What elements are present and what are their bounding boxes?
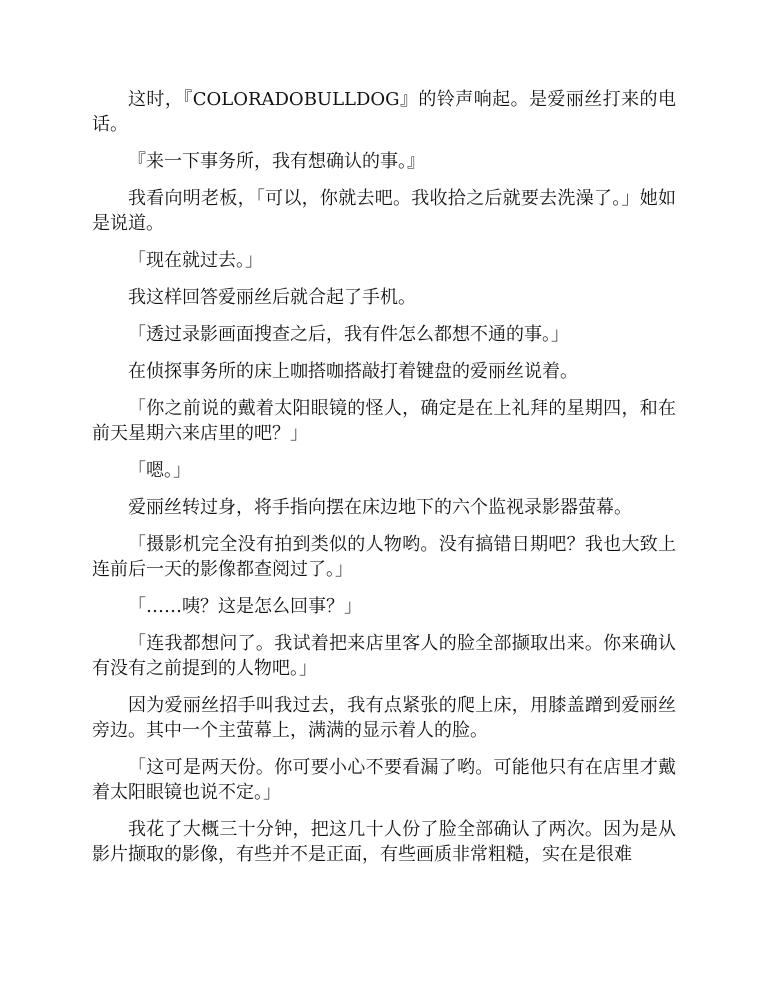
- paragraph: 我看向明老板，「可以，你就去吧。我收拾之后就要去洗澡了。」她如是说道。: [92, 188, 676, 234]
- paragraph: 我这样回答爱丽丝后就合起了手机。: [128, 287, 416, 308]
- paragraph: 爱丽丝转过身，将手指向摆在床边地下的六个监视录影器萤幕。: [128, 497, 632, 518]
- paragraph: 「现在就过去。」: [128, 250, 263, 271]
- paragraph: 我花了大概三十分钟，把这几十人份了脸全部确认了两次。因为是从影片撷取的影像，有些并不是正面，有些画质非常粗糙，实在是很难: [92, 819, 676, 865]
- paragraph: 这时，『COLORADOBULLDOG』的铃声响起。是爱丽丝打来的电话。: [92, 89, 676, 135]
- paragraph: 「……咦？这是怎么回事？」: [128, 596, 362, 617]
- paragraph: 「摄影机完全没有拍到类似的人物哟。没有搞错日期吧？我也大致上连前后一天的影像都查阅过了。」: [92, 534, 676, 580]
- paragraph: 「你之前说的戴着太阳眼镜的怪人，确定是在上礼拜的星期四，和在前天星期六来店里的吧？」: [92, 398, 676, 444]
- paragraph: 「透过录影画面搜查之后，我有件怎么都想不通的事。」: [128, 324, 569, 345]
- paragraph: 「嗯。」: [128, 460, 191, 481]
- paragraph: 因为爱丽丝招手叫我过去，我有点紧张的爬上床，用膝盖蹭到爱丽丝旁边。其中一个主萤幕上，满满的显示着人的脸。: [92, 695, 676, 741]
- paragraph: 「这可是两天份。你可要小心不要看漏了哟。可能他只有在店里才戴着太阳眼镜也说不定。」: [92, 757, 676, 803]
- document-body: [92, 87, 676, 879]
- paragraph: 「连我都想问了。我试着把来店里客人的脸全部撷取出来。你来确认有没有之前提到的人物吧。」: [92, 633, 676, 679]
- paragraph: 『来一下事务所，我有想确认的事。』: [128, 151, 425, 172]
- paragraph: 在侦探事务所的床上咖搭咖搭敲打着键盘的爱丽丝说着。: [128, 361, 578, 382]
